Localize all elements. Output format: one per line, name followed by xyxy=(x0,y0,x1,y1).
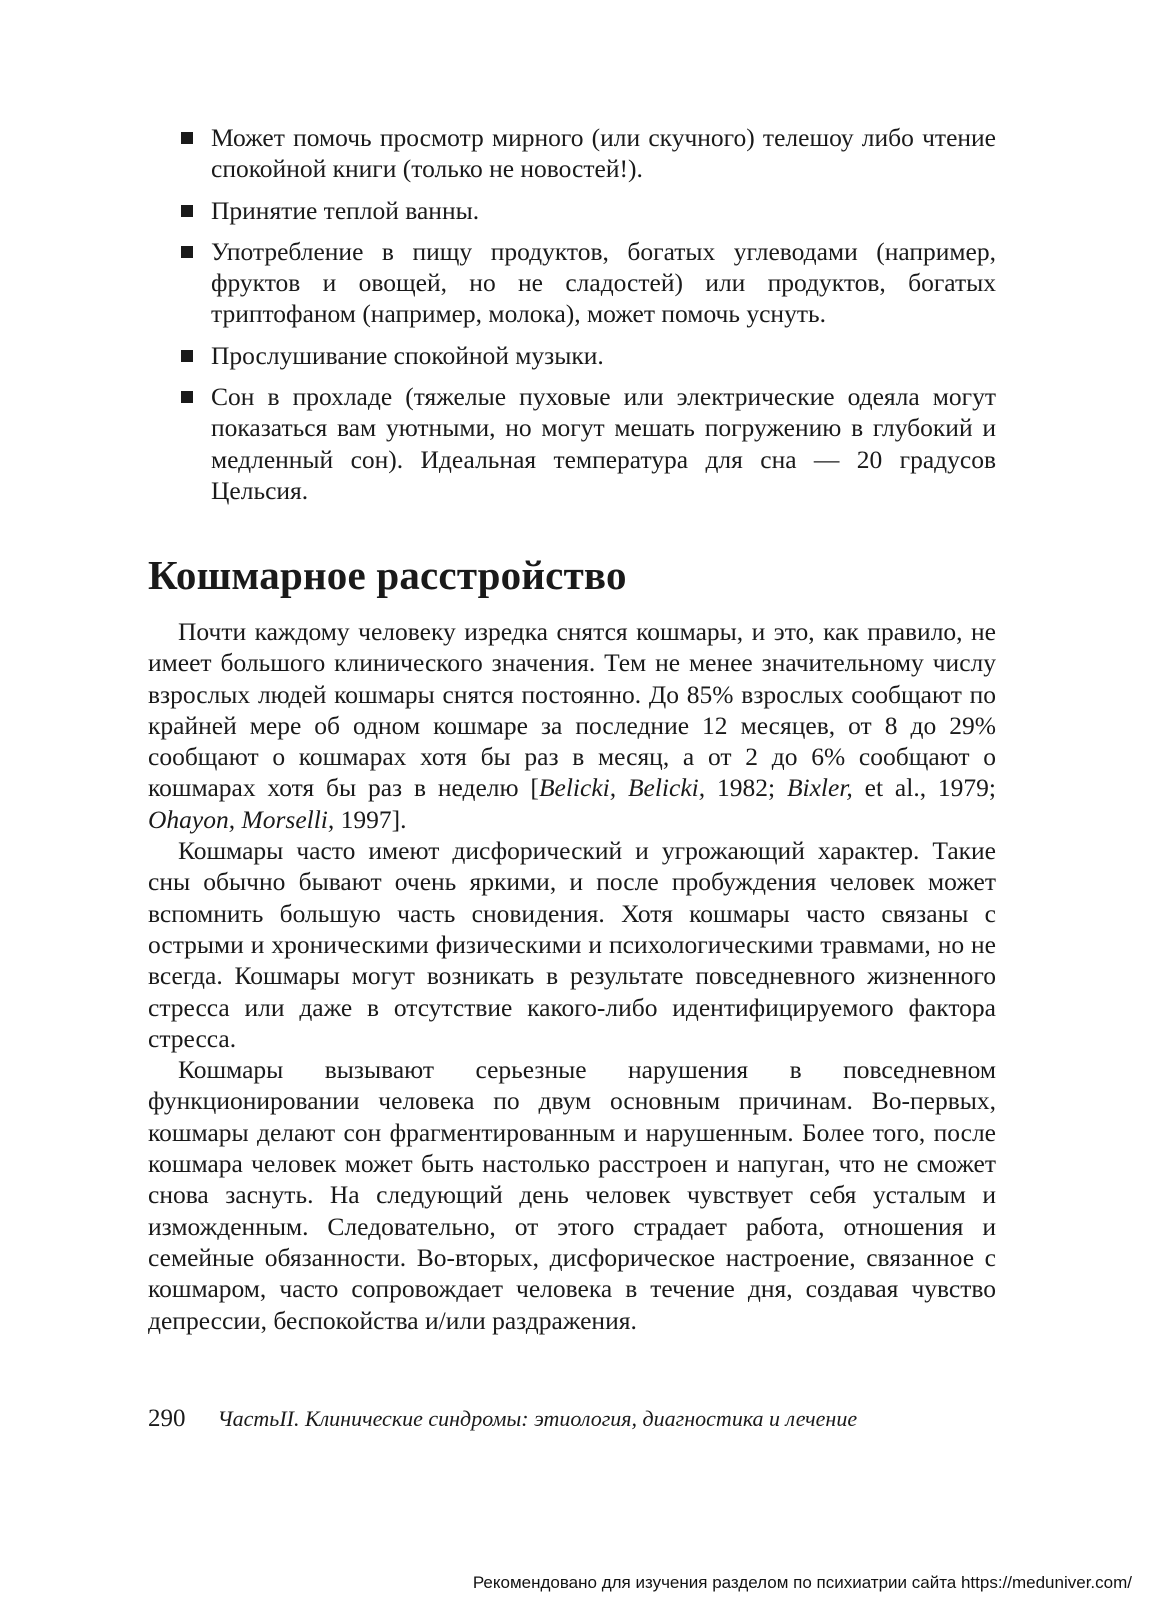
citation-authors: Belicki, Belicki, xyxy=(538,773,706,803)
list-item xyxy=(178,195,996,226)
paragraph: Кошмары часто имеют дисфорический и угрожающий характер. Такие сны обычно бывают очень яркими, и после пробуждения человек может вспомнить большую часть сновидения. Хотя кошмары часто связаны с острыми и хроническими физическими и психологическими травмами, но не всегда. Кошмары могут возникать в результате повседневного жизненного стресса или даже в отсутствие какого-либо идентифицируемого фактора стресса. xyxy=(148,836,996,1053)
paragraph-text: 1997]. xyxy=(334,804,407,834)
page-number: 290 xyxy=(148,1405,186,1432)
list-item xyxy=(178,340,996,371)
bullet-list xyxy=(178,122,996,516)
list-item xyxy=(178,122,996,185)
list-item-text: Сон в прохладе (тяжелые пуховые или электрические одеяла могут показаться вам уютными, но могут мешать погружению в глубокий и медленный сон). Идеальная температура для сна — 20 градусов Цельсия. xyxy=(211,382,996,505)
paragraph: Кошмары вызывают серьезные нарушения в повседневном функционировании человека по двум основным причинам. Во-первых, кошмары делают сон фрагментированным и нарушенным. Более того, после кошмара человек может быть настолько расстроен и напуган, что не сможет снова заснуть. На следующий день человек чувствует себя усталым и изможденным. Следовательно, от этого страдает работа, отношения и семейные обязанности. Во-вторых, дисфорическое настроение, связанное с кошмаром, часто сопровождает человека в течение дня, создавая чувство депрессии, беспокойства и/или раздражения. xyxy=(148,1055,996,1335)
section-body xyxy=(148,616,996,1336)
list-item-text: Употребление в пищу продуктов, богатых углеводами (например, фруктов и овощей, но не сладостей) или продуктов, богатых триптофаном (например, молока), может помочь уснуть. xyxy=(211,236,996,329)
paragraph-text: 1982; xyxy=(705,773,787,803)
citation-authors: Bixler, xyxy=(786,773,853,803)
square-bullet-icon xyxy=(181,350,193,362)
list-item xyxy=(178,236,996,330)
list-item-text: Принятие теплой ванны. xyxy=(211,195,480,225)
paragraph-text: Почти каждому человеку изредка снятся кошмары, и это, как правило, не имеет большого клинического значения. Тем не менее значительному числу взрослых людей кошмары снятся постоянно. До 85% взрослых сообщают по крайней мере об одном кошмаре за последние 12 месяцев, от 8 до 29% сообщают о кошмарах хотя бы раз в месяц, а от 2 до 6% сообщают о кошмарах хотя бы раз в неделю [ xyxy=(148,617,996,803)
list-item xyxy=(178,381,996,506)
watermark-text: Рекомендовано для изучения разделом по психиатрии сайта https://meduniver.com/ xyxy=(472,1573,1132,1592)
square-bullet-icon xyxy=(181,132,193,144)
paragraph-text: et al., 1979; xyxy=(852,773,997,803)
page-footer xyxy=(148,1402,988,1436)
citation-authors: Ohayon, Morselli, xyxy=(148,804,335,834)
square-bullet-icon xyxy=(181,205,193,217)
list-item-text: Может помочь просмотр мирного (или скучного) телешоу либо чтение спокойной книги (только не новостей!). xyxy=(211,123,996,184)
paragraph xyxy=(148,616,996,835)
section-heading: Кошмарное расстройство xyxy=(148,552,627,598)
square-bullet-icon xyxy=(181,391,193,403)
list-item-text: Прослушивание спокойной музыки. xyxy=(211,340,604,370)
square-bullet-icon xyxy=(181,246,193,258)
running-title: ЧастьII. Клинические синдромы: этиология, диагностика и лечение xyxy=(217,1406,858,1431)
